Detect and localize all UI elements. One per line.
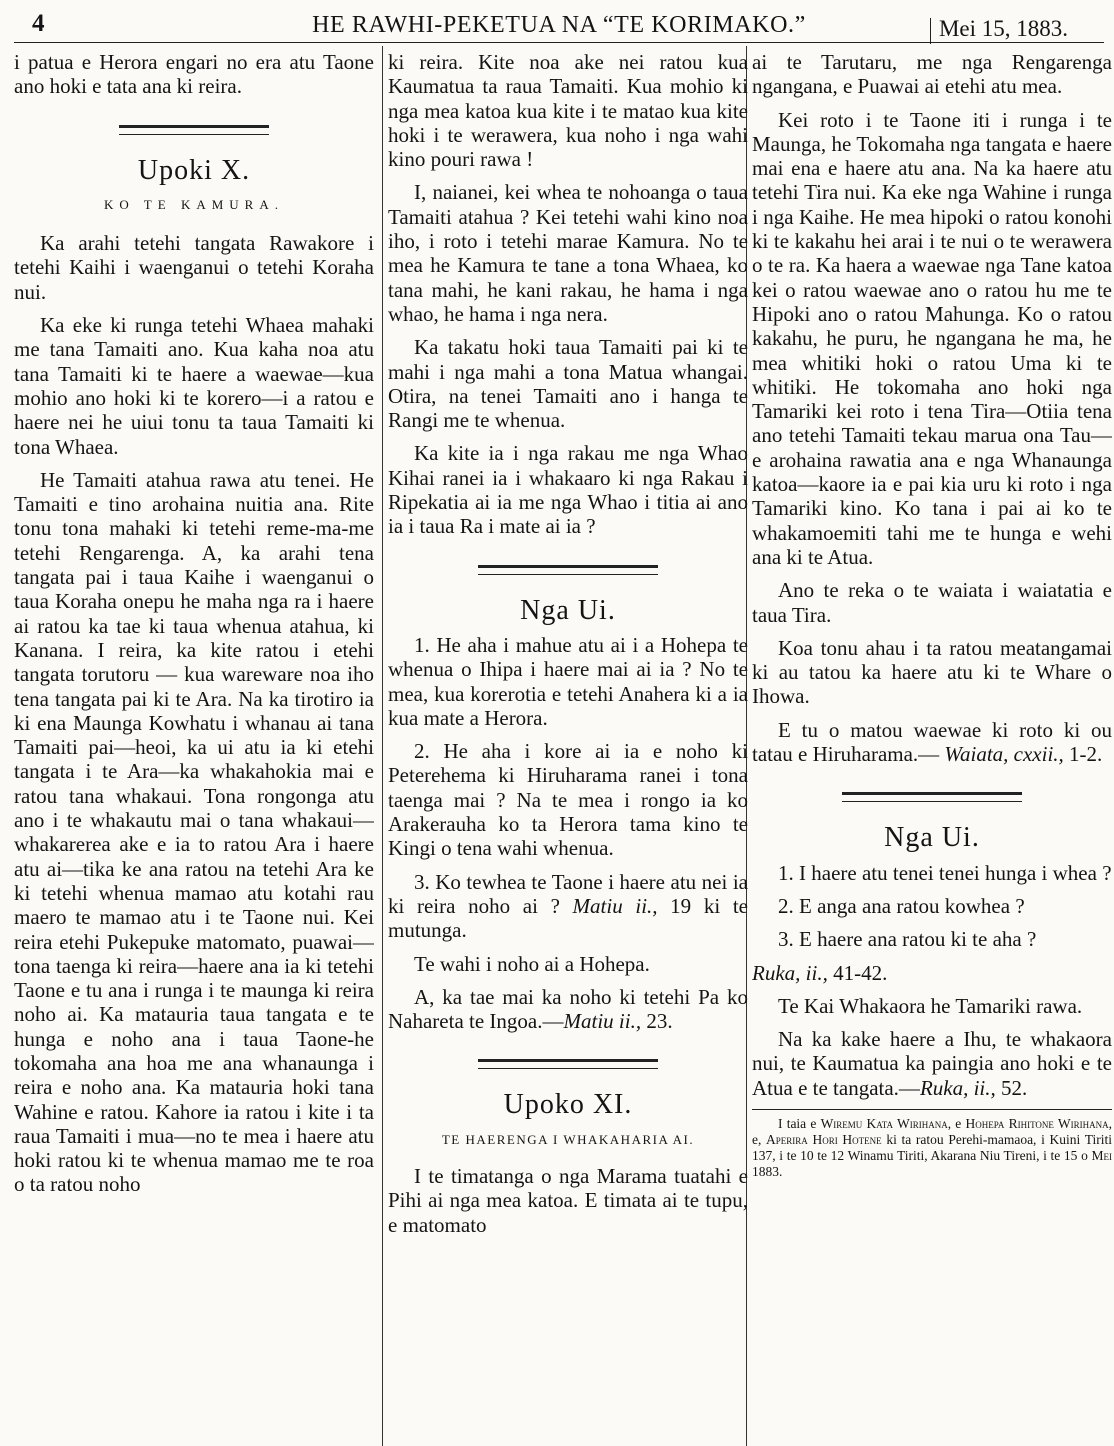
- paragraph: Ka kite ia i nga rakau me nga Whao Kihai ranei ia i whakaaro ki nga Rakau i Ripekatia ai ia me nga Whao i titia ai ano ia i taua Ra i mate ai ia ?: [388, 441, 748, 539]
- chapter-subtitle: TE HAERENGA I WHAKAHARIA AI.: [441, 1131, 695, 1147]
- column-2: [388, 50, 748, 1446]
- printer-name: Wiremu Kata Wirihana: [820, 1115, 948, 1131]
- scripture-reference: Matiu ii.,: [563, 1009, 642, 1034]
- questions-title: Nga Ui.: [520, 594, 616, 626]
- answer-text: [388, 985, 748, 1034]
- section-divider: [478, 565, 658, 575]
- scripture-line: [752, 961, 1112, 985]
- chapter-title: Upoki X.: [137, 154, 251, 186]
- imprint-divider: [752, 1109, 1112, 1110]
- section-divider: [842, 792, 1022, 802]
- paragraph: Ka arahi tetehi tangata Rawakore i tetehi Kaihi i waenganui o tetehi Koraha nui.: [14, 231, 374, 304]
- paragraph: Ano te reka o te waiata i waiatatia e taua Tira.: [752, 578, 1112, 627]
- imprint-text: 1883.: [752, 1163, 783, 1179]
- paragraph: Kei roto i te Taone iti i runga i te Maunga, he Tokomaha nga tangata e haere mai ena e haere atu ana. Na ka haere atu tetehi Tira nui. Ka eke nga Wahine i runga i nga Kaihe. He mea hipoki o ratou konohi ki te kakahu hei arai i te nui o te werawera o te ra. Ka haera a waewae nga Tane katoa kei o ratou waewae ano o ratou hu me te Hipoki ano o ratou Mahunga. Ko o ratou kakahu, he puru, he ngangana he ma, he mea whitiki hoki o ratou Uma ki te whitiki. He tokomaha ano hoki nga Tamariki kei roto i tena Tira—Otiia tena ano tetehi Tamaiti tekau marua ona Tau—e arohaina rawatia ana e nga Whanaunga katoa—kaore ia e pai kia uru ki roto i nga Tamariki kino. Ko tana i pai ai ko te whakamoemiti tahi me te hunga e wehi ana ki te Atua.: [752, 107, 1112, 569]
- paragraph-body: E tu o matou waewae ki roto ki ou tatau e Hiruharama.—: [752, 717, 1112, 767]
- page-header: [14, 4, 1104, 43]
- scripture-reference-tail: 19 ki te mutunga.: [388, 893, 748, 943]
- column-divider: [382, 46, 383, 1446]
- question-item: 2. He aha i kore ai ia e noho ki Peterehema ki Hiruharama ranei i tona taenga mai ? Na te mea i rongo ia ko Arakerauha ko ta Herora tama kino te Kingi o tena wahi whenua.: [388, 739, 748, 861]
- paragraph: I te timatanga o nga Marama tuatahi e Pihi ai nga mea katoa. E timata ai te tupu, e matomato: [388, 1163, 748, 1237]
- scripture-reference: Waiata, cxxii.,: [944, 742, 1064, 767]
- scripture-reference: Matiu ii.,: [572, 893, 658, 918]
- section-divider: [119, 125, 269, 135]
- imprint-text: , e: [947, 1115, 966, 1131]
- publication-title: HE RAWHI-PEKETUA NA “TE KORIMAKO.”: [312, 12, 806, 38]
- answer-text: Te Kai Whakaora he Tamariki rawa.: [778, 993, 1083, 1018]
- paragraph: I, naianei, kei whea te nohoanga o taua Tamaiti atahua ? Kei tetehi wahi kino noa iho, i roto i tetehi marae Kamura. No te mea he Kamura te tane a tona Whaea, ko tana mahi, he kani rakau, he hama i nga whao, he hama i nga nera.: [388, 180, 748, 326]
- scripture-reference-tail: 41-42.: [827, 960, 888, 985]
- page-number: 4: [32, 10, 45, 37]
- paragraph: Ka eke ki runga tetehi Whaea mahaki me tana Tamaiti ano. Kua kaha noa atu tana Tamaiti ki te haere a waewae—kua mohio ano hoki ki te korero—i a ratou e haere nei he uiui tonu ta taua Tamaiti ki tona Whaea.: [14, 313, 374, 459]
- imprint-text: I taia e: [778, 1115, 821, 1131]
- chapter-subtitle: KO TE KAMURA.: [104, 196, 284, 212]
- answer-text: [752, 1027, 1112, 1100]
- paragraph: ki reira. Kite noa ake nei ratou kua Kaumatua ta raua Tamaiti. Kua mohio ki nga mea katoa kua kite i te matao kua kite hoki i te werawera, kua noho i nga wahi kino pouri rawa !: [388, 50, 748, 172]
- paragraph: [752, 718, 1112, 767]
- imprint-month: Mei: [1091, 1147, 1112, 1163]
- imprint-text: , e,: [752, 1115, 1112, 1147]
- question-item: 1. He aha i mahue atu ai i a Hohepa te whenua o Ihipa i haere mai ai ia ? No te mea, kua korerotia e tetehi Anahera ki a ia kua mate a Herora.: [388, 632, 748, 730]
- column-1: [14, 50, 374, 1446]
- answer-body: Na ka kake haere a Ihu, te whakaora nui, te Kaumatua ka paingia ano hoki e te Atua e te tangata.—: [752, 1027, 1112, 1100]
- paragraph: ai te Tarutaru, me nga Rengarenga ngangana, e Puawai ai etehi atu mea.: [752, 50, 1112, 99]
- scripture-reference: Ruka, ii.,: [919, 1075, 996, 1100]
- question-item: 3. E haere ana ratou ki te aha ?: [778, 927, 1037, 952]
- printer-name: Aperira Hori Hotene: [766, 1131, 882, 1147]
- question-text: 3. Ko tewhea te Taone i haere atu nei ia ki reira noho ai ?: [388, 869, 748, 918]
- printer-name: Hohepa Rihitone Wirihana: [965, 1115, 1109, 1131]
- printer-imprint: [752, 1116, 1112, 1180]
- column-3: [752, 50, 1112, 1446]
- question-item: 1. I haere atu tenei tenei hunga i whea ?: [778, 860, 1112, 885]
- question-item: 2. E anga ana ratou kowhea ?: [778, 893, 1025, 918]
- paragraph: i patua e Herora engari no era atu Taone ano hoki e tata ana ki reira.: [14, 50, 374, 99]
- scripture-reference-tail: 23.: [641, 1009, 673, 1034]
- paragraph: He Tamaiti atahua rawa atu tenei. He Tamaiti e tino arohaina nuitia ana. Rite tonu tona mahaki ki tetehi reme-ma-me tetehi Rengarenga. A, ka arahi tena tangata pai i taua Kaihe i waenganui o taua Koraha onepu he maha nga ra i haere ai ratou ka tae ki taua whenua atahua, ki Kanana. I reira, ka kite ratou i etehi tangata torutoru — kua wareware noa iho tena tangata pai ki te Ara. Na ka tirotiro ia ki ena Maunga Kowhatu i whanau ai tana Tamaiti pai—heoi, ka ui atu ia ki etehi tangata i te Ara—ka whakahokia mai e ratou tana whakaui. Tona rongonga atu ano i te whakautu mai o tana whakaui—whakarerea ake e ia to ratou Ara i haere atu ai—tika ke ana ratou na tetehi Ara ke ki tetehi whenua mamao atu kotahi rau maero te mamao atu i te Taone nui. Kei reira etehi Pukepuke matomato, puawai—tona taenga ki reira—haere ana ia ki tetehi Taone e tu ana i runga i te maunga ki reira noho ai. Ka matauria taua tangata e te hunga e noho ana i taua Taone-he tokomaha ana hoa me ana whanaunga i reira e noho ana. Ka matauria hoki tana Wahine e ratou. Kahore ia ratou i kite i ta raua Tamaiti i mua—no te mea i haere atu hoki ratou ki te whenua mamao me te roa o ta ratou noho: [14, 467, 374, 1197]
- scripture-reference-tail: 52.: [995, 1075, 1028, 1100]
- imprint-text: ki ta ratou Perehi-mamaoa, i Kuini Tiriti 137, i te 10 te 12 Winamu Tiriti, Akarana Niu Tireni, i te 15 o: [752, 1131, 1112, 1163]
- issue-date: Mei 15, 1883.: [938, 16, 1068, 41]
- answer-body: A, ka tae mai ka noho ki tetehi Pa ko Nahareta te Ingoa.—: [388, 984, 748, 1034]
- paragraph: Koa tonu ahau i ta ratou meatangamai ki au tatou ka haere atu ki te Whare o Ihowa.: [752, 635, 1112, 709]
- questions-title: Nga Ui.: [884, 822, 980, 854]
- chapter-title: Upoko XI.: [503, 1089, 633, 1121]
- scripture-reference-tail: 1-2.: [1063, 742, 1103, 767]
- scripture-reference: Ruka, ii.,: [752, 960, 828, 985]
- paragraph: Ka takatu hoki taua Tamaiti pai ki te mahi i nga mahi a tona Matua whangai. Otira, na tenei Tamaiti ano i hanga te Rangi me te whenua.: [388, 335, 748, 433]
- section-divider: [478, 1059, 658, 1069]
- answer-text: Te wahi i noho ai a Hohepa.: [414, 951, 650, 976]
- question-item: [388, 870, 748, 943]
